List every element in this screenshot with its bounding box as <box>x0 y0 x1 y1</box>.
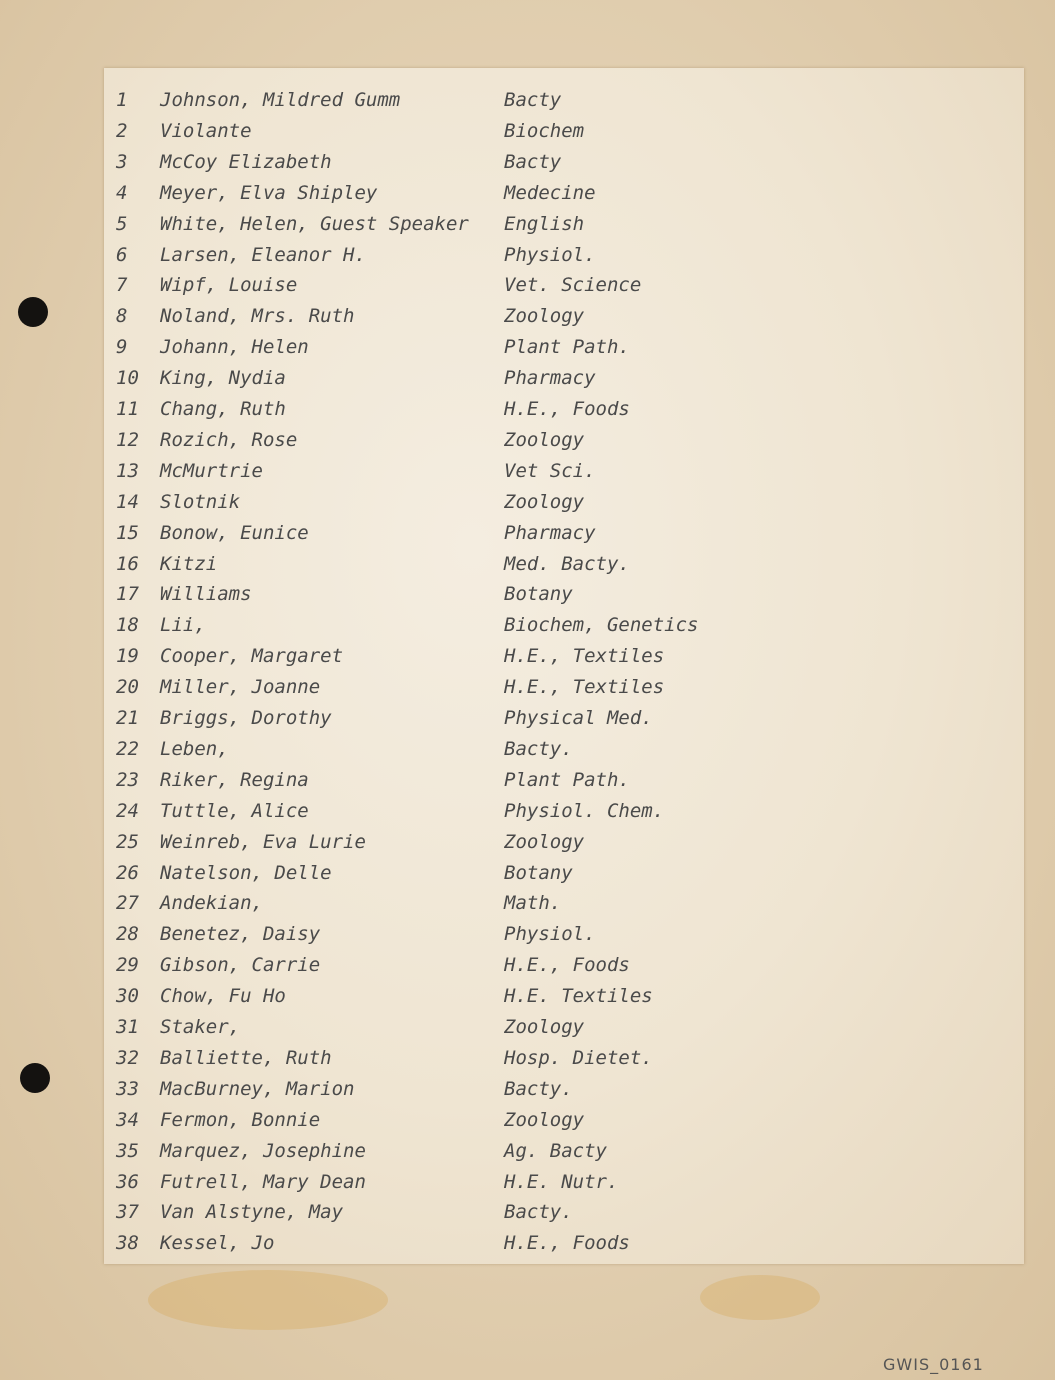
entry-department: English <box>504 212 585 235</box>
entry-department: Plant Path. <box>504 768 630 791</box>
entry-department: Zoology <box>504 1016 585 1038</box>
list-item <box>104 981 1024 1012</box>
entry-department: Physiol. <box>504 243 596 266</box>
entry-name: McMurtrie <box>160 459 263 482</box>
entry-number: 5 <box>116 212 128 235</box>
entry-number: 31 <box>116 1016 139 1038</box>
entry-number: 14 <box>116 490 139 513</box>
entry-department: Zoology <box>504 830 585 853</box>
entry-name: Slotnik <box>160 490 241 513</box>
entry-number: 32 <box>116 1046 139 1069</box>
entry-name: Tuttle, Alice <box>160 799 309 822</box>
entry-name: Noland, Mrs. Ruth <box>160 305 355 328</box>
entry-department: Zoology <box>504 428 585 451</box>
list-item <box>104 796 1024 827</box>
entry-number: 33 <box>116 1077 139 1100</box>
entry-name: Leben, <box>160 737 229 760</box>
list-item <box>104 579 1024 610</box>
entry-number: 7 <box>116 274 128 297</box>
entry-name: Natelson, Delle <box>160 861 332 884</box>
entry-number: 19 <box>116 645 139 668</box>
list-item <box>104 827 1024 858</box>
entry-number: 25 <box>116 830 139 853</box>
entry-department: H.E., Foods <box>504 398 630 420</box>
list-item <box>104 734 1024 765</box>
entry-number: 26 <box>116 861 139 884</box>
list-item <box>104 549 1024 580</box>
entry-name: Gibson, Carrie <box>160 954 321 977</box>
entry-number: 38 <box>116 1232 139 1255</box>
entry-name: Kessel, Jo <box>160 1232 275 1255</box>
list-item <box>104 672 1024 703</box>
list-item <box>104 301 1024 332</box>
entry-name: Balliette, Ruth <box>160 1046 332 1069</box>
entry-name: Fermon, Bonnie <box>160 1108 321 1131</box>
entry-number: 37 <box>116 1201 139 1224</box>
entry-department: H.E., Foods <box>504 954 630 977</box>
binder-hole-bottom <box>20 1063 50 1093</box>
entry-name: Lii, <box>160 614 206 637</box>
entry-number: 11 <box>116 398 139 420</box>
entry-department: Pharmacy <box>504 521 596 544</box>
entry-department: Bacty. <box>504 1077 573 1100</box>
entry-department: Zoology <box>504 305 585 328</box>
list-item <box>104 178 1024 209</box>
entry-number: 17 <box>116 583 139 606</box>
list-item <box>104 1105 1024 1136</box>
entry-department: Biochem <box>504 119 585 142</box>
list-item <box>104 1167 1024 1198</box>
list-item <box>104 950 1024 981</box>
entry-department: Bacty. <box>504 1201 573 1224</box>
entry-number: 21 <box>116 707 139 729</box>
entry-name: Chow, Fu Ho <box>160 985 286 1008</box>
entry-department: H.E., Textiles <box>504 645 665 668</box>
water-stain <box>148 1270 388 1330</box>
entry-name: Chang, Ruth <box>160 398 286 420</box>
entry-number: 3 <box>116 150 128 173</box>
entry-number: 16 <box>116 552 139 575</box>
entry-department: H.E., Textiles <box>504 676 665 699</box>
entry-number: 34 <box>116 1108 139 1131</box>
list-item <box>104 487 1024 518</box>
entry-number: 15 <box>116 521 139 544</box>
list-item <box>104 858 1024 889</box>
entry-name: King, Nydia <box>160 367 286 390</box>
entry-department: Botany <box>504 861 573 884</box>
list-item <box>104 518 1024 549</box>
entry-number: 27 <box>116 892 139 915</box>
entry-name: Miller, Joanne <box>160 676 321 699</box>
entry-number: 9 <box>116 336 128 359</box>
entry-name: MacBurney, Marion <box>160 1077 355 1100</box>
entry-name: Weinreb, Eva Lurie <box>160 830 366 853</box>
entry-number: 29 <box>116 954 139 977</box>
list-item <box>104 1012 1024 1043</box>
list-item <box>104 1197 1024 1228</box>
list-item <box>104 765 1024 796</box>
entry-number: 2 <box>116 119 128 142</box>
entry-department: Math. <box>504 892 562 915</box>
list-item <box>104 240 1024 271</box>
entry-name: Marquez, Josephine <box>160 1139 366 1162</box>
entry-department: Pharmacy <box>504 367 596 390</box>
entry-name: Briggs, Dorothy <box>160 707 332 729</box>
list-item <box>104 270 1024 301</box>
entry-number: 35 <box>116 1139 139 1162</box>
entry-number: 20 <box>116 676 139 699</box>
entry-number: 13 <box>116 459 139 482</box>
list-item <box>104 363 1024 394</box>
entry-name: Johnson, Mildred Gumm <box>160 89 401 111</box>
entry-number: 24 <box>116 799 139 822</box>
list-item <box>104 425 1024 456</box>
entry-name: Bonow, Eunice <box>160 521 309 544</box>
entry-name: Rozich, Rose <box>160 428 298 451</box>
entry-department: Hosp. Dietet. <box>504 1046 653 1069</box>
archive-id-label: GWIS_0161 <box>883 1355 984 1374</box>
entry-name: Cooper, Margaret <box>160 645 344 668</box>
entry-name: Larsen, Eleanor H. <box>160 243 366 266</box>
entry-department: Bacty. <box>504 737 573 760</box>
entry-number: 1 <box>116 89 128 111</box>
entry-name: Andekian, <box>160 892 263 915</box>
entry-department: Physical Med. <box>504 707 653 729</box>
entry-number: 6 <box>116 243 128 266</box>
entry-department: Vet. Science <box>504 274 642 297</box>
entry-name: Benetez, Daisy <box>160 923 321 946</box>
list-item <box>104 456 1024 487</box>
list-item <box>104 1136 1024 1167</box>
entry-department: H.E. Nutr. <box>504 1170 619 1193</box>
entry-department: H.E., Foods <box>504 1232 630 1255</box>
entry-name: Wipf, Louise <box>160 274 298 297</box>
entry-department: Bacty <box>504 150 562 173</box>
list-item <box>104 209 1024 240</box>
entry-name: McCoy Elizabeth <box>160 150 332 173</box>
water-stain <box>700 1275 820 1320</box>
entry-number: 28 <box>116 923 139 946</box>
entry-number: 23 <box>116 768 139 791</box>
entry-number: 22 <box>116 737 139 760</box>
list-item <box>104 116 1024 147</box>
list-item <box>104 332 1024 363</box>
list-item <box>104 888 1024 919</box>
entry-name: Violante <box>160 119 252 142</box>
binder-hole-top <box>18 297 48 327</box>
list-item <box>104 147 1024 178</box>
list-item <box>104 394 1024 425</box>
entry-department: Ag. Bacty <box>504 1139 607 1162</box>
entry-name: Williams <box>160 583 252 606</box>
entry-department: Med. Bacty. <box>504 552 630 575</box>
entry-department: Botany <box>504 583 573 606</box>
entry-number: 12 <box>116 428 139 451</box>
list-item <box>104 919 1024 950</box>
entry-name: Futrell, Mary Dean <box>160 1170 366 1193</box>
list-item <box>104 1228 1024 1259</box>
list-item <box>104 610 1024 641</box>
entry-department: Physiol. <box>504 923 596 946</box>
entry-department: Plant Path. <box>504 336 630 359</box>
entry-name: Meyer, Elva Shipley <box>160 181 378 204</box>
entry-name: Van Alstyne, May <box>160 1201 344 1224</box>
entry-department: Physiol. Chem. <box>504 799 665 822</box>
entry-department: Bacty <box>504 89 562 111</box>
entry-number: 30 <box>116 985 139 1008</box>
entry-name: Riker, Regina <box>160 768 309 791</box>
entry-department: Biochem, Genetics <box>504 614 699 637</box>
entry-department: Zoology <box>504 490 585 513</box>
entry-name: Staker, <box>160 1016 241 1038</box>
list-item <box>104 703 1024 734</box>
entry-name: Kitzi <box>160 552 218 575</box>
typed-list-sheet <box>104 68 1024 1264</box>
entry-number: 36 <box>116 1170 139 1193</box>
list-item <box>104 641 1024 672</box>
list-item <box>104 85 1024 116</box>
list-item <box>104 1043 1024 1074</box>
entry-number: 4 <box>116 181 128 204</box>
entry-number: 18 <box>116 614 139 637</box>
entry-department: Vet Sci. <box>504 459 596 482</box>
entry-department: Zoology <box>504 1108 585 1131</box>
entry-name: White, Helen, Guest Speaker <box>160 212 469 235</box>
entry-number: 8 <box>116 305 128 328</box>
list-item <box>104 1074 1024 1105</box>
entry-department: H.E. Textiles <box>504 985 653 1008</box>
entry-department: Medecine <box>504 181 596 204</box>
entry-number: 10 <box>116 367 139 390</box>
entry-name: Johann, Helen <box>160 336 309 359</box>
